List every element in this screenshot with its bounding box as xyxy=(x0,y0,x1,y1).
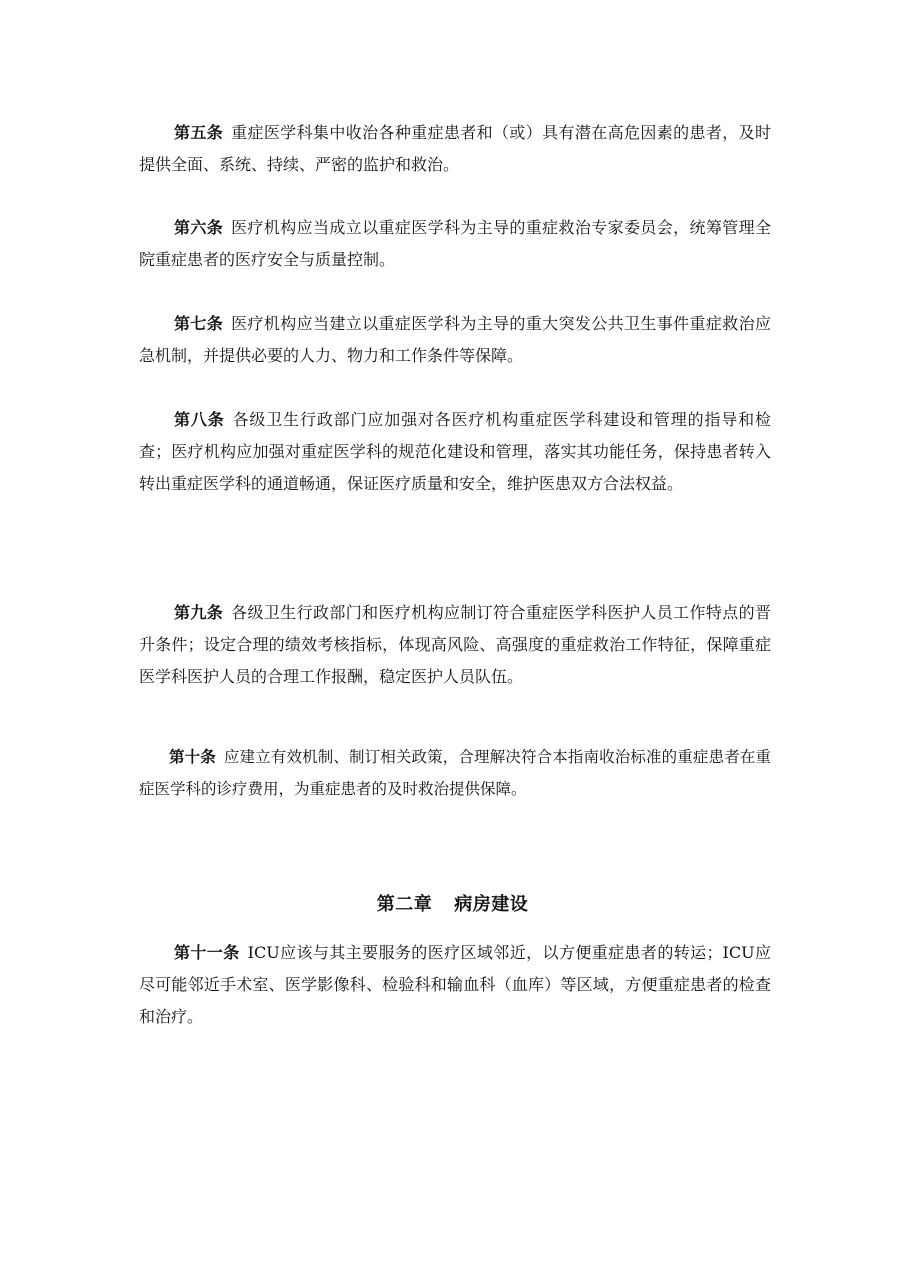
article-number: 第八条 xyxy=(174,410,225,429)
article-text: 医疗机构应当成立以重症医学科为主导的重症救治专家委员会，统筹管理全院重症患者的医疗安全与质量控制。 xyxy=(139,218,771,269)
article-number: 第十条 xyxy=(169,748,216,766)
article-5 xyxy=(139,117,771,181)
article-text: ICU应该与其主要服务的医疗区域邻近，以方便重症患者的转运；ICU应尽可能邻近手术室、医学影像科、检验科和输血科（血库）等区域，方便重症患者的检查和治疗。 xyxy=(139,943,771,1026)
article-10 xyxy=(139,741,771,805)
article-11 xyxy=(139,937,771,1033)
article-text: 应建立有效机制、制订相关政策，合理解决符合本指南收治标准的重症患者在重症医学科的诊疗费用，为重症患者的及时救治提供保障。 xyxy=(139,748,771,798)
article-text: 重症医学科集中收治各种重症患者和（或）具有潜在高危因素的患者，及时提供全面、系统、持续、严密的监护和救治。 xyxy=(139,123,771,174)
chapter-heading xyxy=(0,890,905,916)
article-number: 第七条 xyxy=(174,314,224,333)
article-number: 第六条 xyxy=(174,218,224,237)
article-8 xyxy=(139,404,771,500)
chapter-title: 病房建设 xyxy=(454,894,529,915)
article-7 xyxy=(139,308,771,372)
article-9 xyxy=(139,597,771,693)
article-text: 各级卫生行政部门和医疗机构应制订符合重症医学科医护人员工作特点的晋升条件；设定合理的绩效考核指标，体现高风险、高强度的重症救治工作特征，保障重症医学科医护人员的合理工作报酬，稳定医护人员队伍。 xyxy=(139,603,771,686)
article-number: 第十一条 xyxy=(174,943,240,962)
article-number: 第九条 xyxy=(174,603,224,622)
article-number: 第五条 xyxy=(174,123,224,142)
chapter-number: 第二章 xyxy=(376,894,433,915)
article-text: 医疗机构应当建立以重症医学科为主导的重大突发公共卫生事件重症救治应急机制，并提供必要的人力、物力和工作条件等保障。 xyxy=(139,314,771,365)
article-text: 各级卫生行政部门应加强对各医疗机构重症医学科建设和管理的指导和检查；医疗机构应加强对重症医学科的规范化建设和管理，落实其功能任务，保持患者转入转出重症医学科的通道畅通，保证医疗质量和安全，维护医患双方合法权益。 xyxy=(139,410,771,493)
article-6 xyxy=(139,212,771,276)
